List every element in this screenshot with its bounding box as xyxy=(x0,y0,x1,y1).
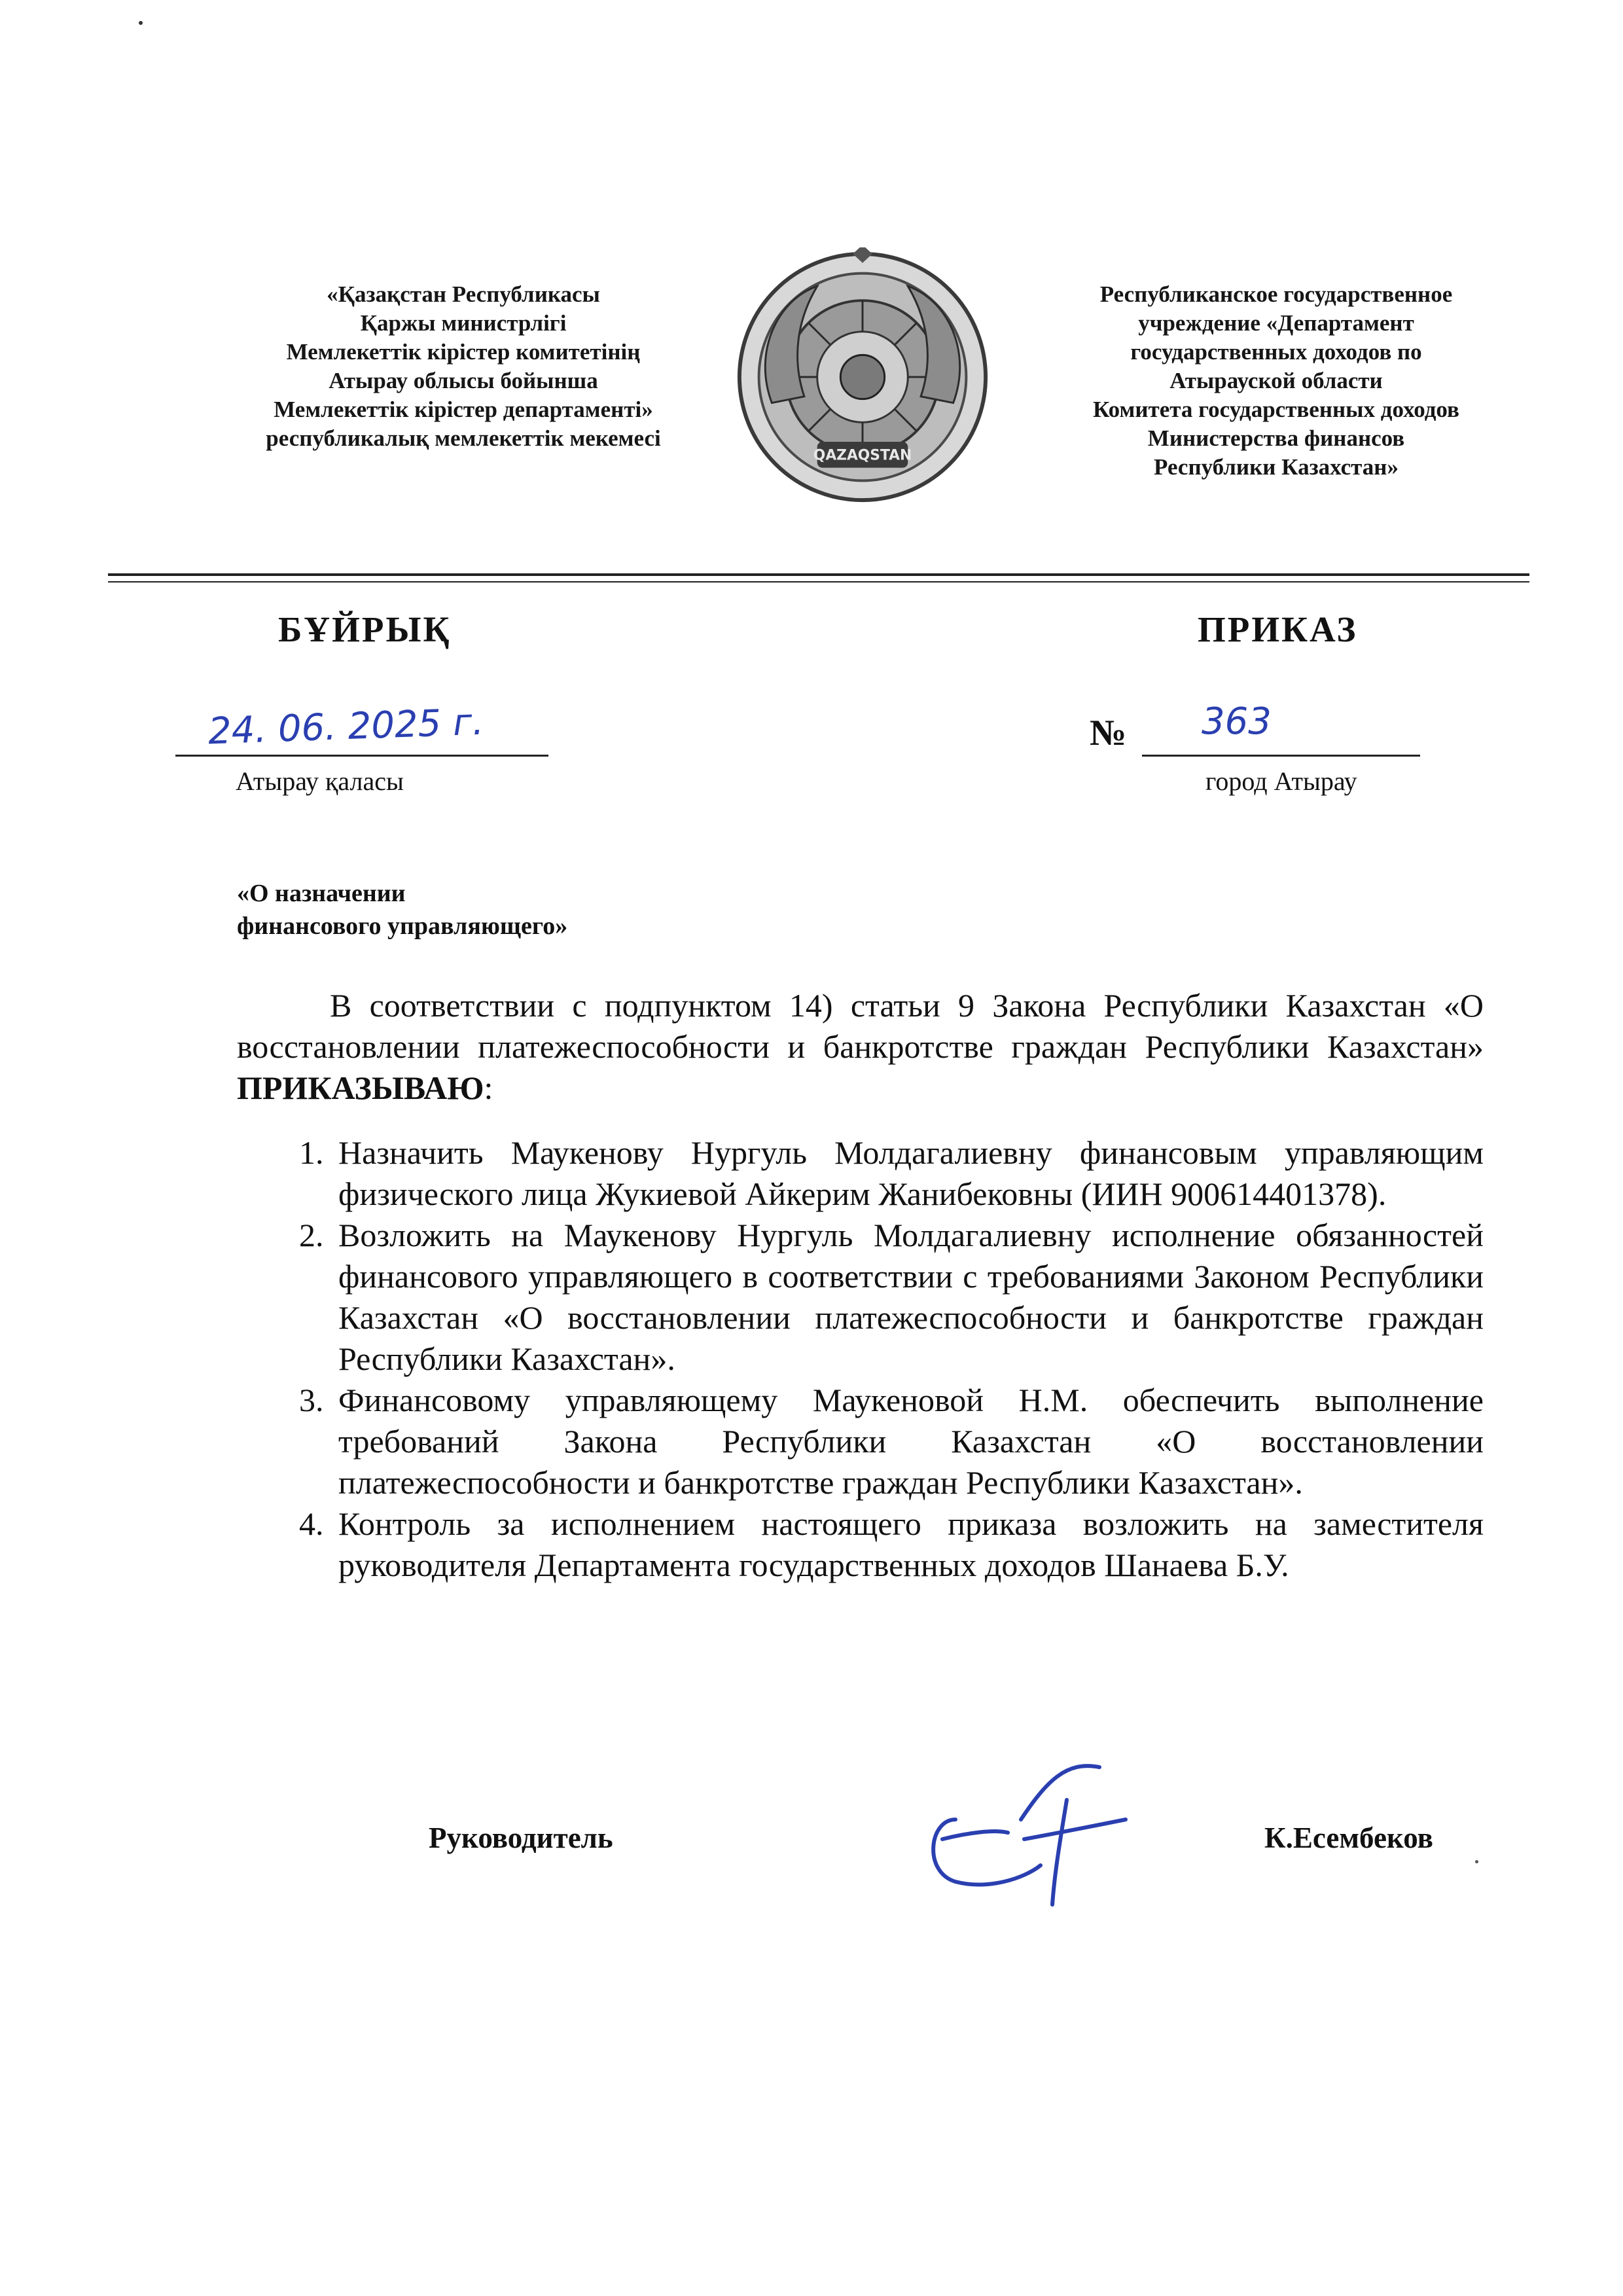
header-divider xyxy=(108,573,1529,576)
city-kazakh: Атырау қаласы xyxy=(236,766,404,796)
order-items-list xyxy=(237,1132,1484,1586)
header-ru-line: государственных доходов по xyxy=(1130,339,1422,365)
signatory-name: К.Есембеков xyxy=(1264,1821,1433,1854)
order-body xyxy=(237,985,1484,1586)
header-russian xyxy=(1008,280,1544,482)
city-russian: город Атырау xyxy=(1205,766,1357,796)
intro-text: В соответствии с подпунктом 14) статьи 9 Закона Республики Казахстан «О восстановлении платежеспособности и банкротстве граждан Республики Казахстан» xyxy=(237,987,1484,1065)
header-kz-line: Мемлекеттік кірістер департаменті» xyxy=(274,397,653,422)
order-number-label: № xyxy=(1090,713,1127,753)
command-suffix: : xyxy=(484,1069,493,1106)
header-ru-line: Министерства финансов xyxy=(1147,425,1405,451)
header-ru-line: Комитета государственных доходов xyxy=(1093,397,1459,422)
order-number: 363 xyxy=(1202,700,1272,743)
scan-speck xyxy=(1475,1860,1478,1863)
date-underline xyxy=(175,755,548,757)
header-kz-line: Қаржы министрлігі xyxy=(360,310,567,336)
header-kazakh xyxy=(208,280,719,453)
header-ru-line: Атырауской области xyxy=(1169,368,1383,393)
subject-line: финансового управляющего» xyxy=(237,912,568,940)
scan-speck xyxy=(139,21,143,25)
header-kz-line: Мемлекеттік кірістер комитетінің xyxy=(286,339,641,365)
header-kz-line: республикалық мемлекеттік мекемесі xyxy=(266,425,661,451)
list-item: 2. Возложить на Маукенову Нургуль Молдагалиевну исполнение обязанностей финансового управляющего в соответствии с требованиями Законом Республики Казахстан «О восстановлении платежеспособности и банкротстве граждан Республики Казахстан». xyxy=(332,1215,1484,1380)
emblem-label: QAZAQSTAN xyxy=(813,447,912,464)
header-ru-line: Республики Казахстан» xyxy=(1154,454,1399,480)
subject-line: «О назначении xyxy=(237,880,406,907)
handwritten-signature-icon xyxy=(910,1741,1145,1918)
title-kazakh: БҰЙРЫҚ xyxy=(278,609,452,649)
order-date: 24. 06. 2025 г. xyxy=(207,700,485,753)
header-ru-line: учреждение «Департамент xyxy=(1138,310,1414,336)
title-russian: ПРИКАЗ xyxy=(1198,609,1358,649)
list-item: 1. Назначить Маукенову Нургуль Молдагалиевну финансовым управляющим физического лица Жукиевой Айкерим Жанибековны (ИИН 900614401378). xyxy=(332,1132,1484,1215)
signatory-position: Руководитель xyxy=(429,1821,613,1854)
header-ru-line: Республиканское государственное xyxy=(1099,281,1453,307)
list-item: 4. Контроль за исполнением настоящего приказа возложить на заместителя руководителя Департамента государственных доходов Шанаева Б.У. xyxy=(332,1503,1484,1586)
header-kz-line: «Қазақстан Республикасы xyxy=(327,281,600,307)
header-divider-thin xyxy=(108,581,1529,583)
state-emblem-icon xyxy=(733,247,992,507)
list-item: 3. Финансовому управляющему Маукеновой Н.М. обеспечить выполнение требований Закона Республики Казахстан «О восстановлении платежеспособности и банкротстве граждан Республики Казахстан». xyxy=(332,1380,1484,1503)
order-subject xyxy=(237,877,567,942)
header-kz-line: Атырау облысы бойынша xyxy=(329,368,598,393)
number-underline xyxy=(1142,755,1420,757)
body-intro xyxy=(237,985,1484,1109)
command-word: ПРИКАЗЫВАЮ xyxy=(237,1069,484,1106)
